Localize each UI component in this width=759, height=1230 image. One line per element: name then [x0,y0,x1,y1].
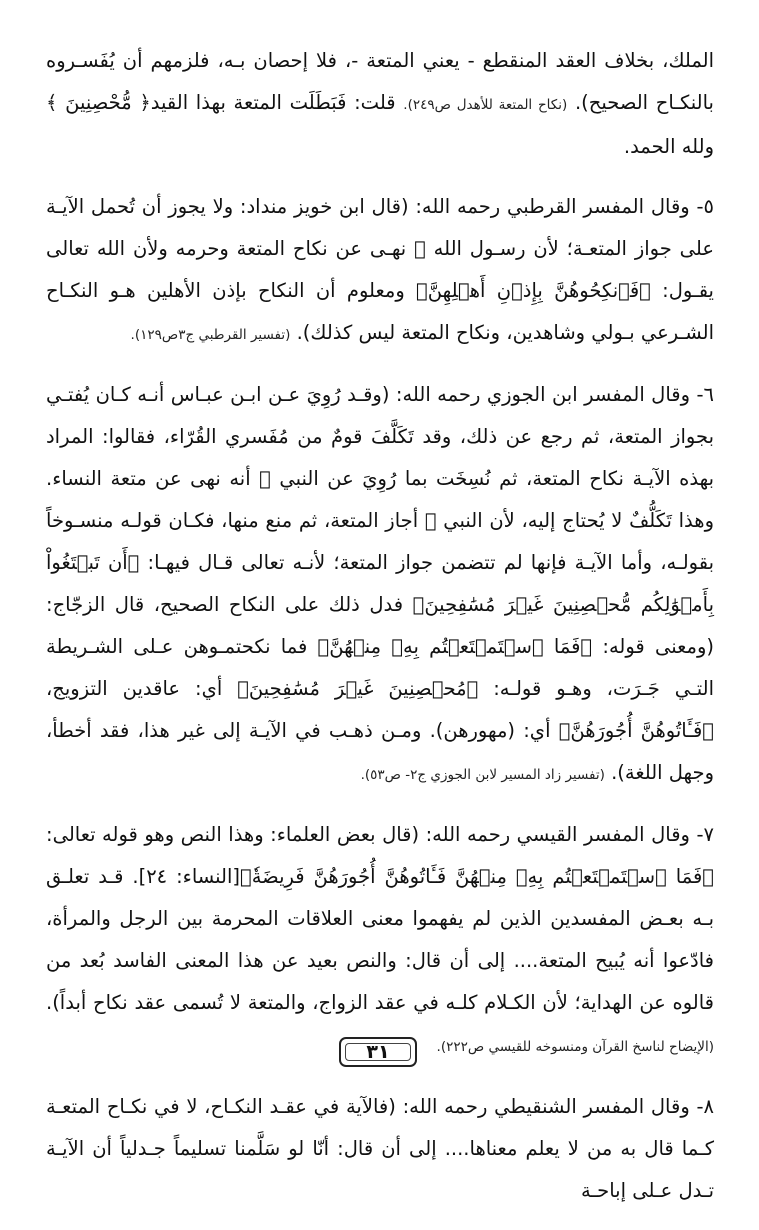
paragraph-3-source: (تفسير زاد المسير لابن الجوزي ج٢- ص٥٣). [360,767,605,783]
page-number: ٣١ [366,1041,390,1063]
page-number-box [339,1037,417,1067]
paragraph-2-source: (تفسير القرطبي ج٣ص١٢٩). [130,327,291,343]
paragraph-1-source: (نكاح المتعة للأهدل ص٢٤٩). [403,97,568,113]
paragraph-1 [46,40,714,168]
paragraph-3 [46,374,714,796]
paragraph-4-text: ٧- وقال المفسر القيسي رحمه الله: (قال بعض العلماء: وهذا النص وهو قوله تعالى: ﴿فَمَا ٱسۡتَمۡتَعۡتُم بِهِۦ مِنۡهُنَّ فَـَٔاتُوهُنَّ أُجُورَهُنَّ فَرِيضَةٗ﴾[النساء: ٢٤]. قـد تعلـق بـه بعـض المفسدين الذين لم يفهموا معنى العلاقات المحرمة بين الرجل والمرأة، فادّعوا أنه يُبيح المتعة.... إلى أن قال: والنص بعيد عن هذا المعنى الفاسد بُعد من قالوه عن الهداية؛ لأن الكـلام كلـه في عقد الزواج، والمتعة لا تُسمى عقد نكاح أبداً). [46,823,714,1014]
paragraph-4 [46,814,714,1068]
paragraph-5 [46,1086,714,1212]
paragraph-5-text: ٨- وقال المفسر الشنقيطي رحمه الله: (فالآية في عقـد النكـاح، لا في نكـاح المتعـة كـما قال به من لا يعلم معناها.... إلى أن قال: أنّا لو سَلَّمنا تسليماً جـدلياً أن الآيـة تـدل عـلى إباحـة [46,1095,714,1202]
paragraph-2-text: ٥- وقال المفسر القرطبي رحمه الله: (قال ابن خويز منداد: ولا يجوز أن تُحمل الآيـة على جواز المتعـة؛ لأن رسـول الله ﷺ نهـى عن نكاح المتعة وحرمه ولأن الله تعالى يقـول: ﴿فَٱنكِحُوهُنَّ بِإِذۡنِ أَهۡلِهِنَّ﴾ ومعلوم أن النكاح بإذن الأهلين هـو النكـاح الشـرعي بـولي وشاهدين، ونكاح المتعة ليس كذلك). [46,195,714,344]
paragraph-2 [46,186,714,356]
paragraph-1-text: الملك، بخلاف العقد المنقطع - يعني المتعة -، فلا إحصان بـه، فلزمهم أن يُفَسـروه بالنكـاح الصحيح). [46,49,714,114]
paragraph-3-text: ٦- وقال المفسر ابن الجوزي رحمه الله: (وقـد رُوِيَ عـن ابـن عبـاس أنـه كـان يُفتـي بجواز المتعة، ثم رجع عن ذلك، وقد تَكَلَّفَ قومٌ من مُفَسري القُرّاء، فقالوا: المراد بهذه الآيـة نكاح المتعة، ثم نُسِخَت بما رُوِيَ عن النبي ﷺ أنه نهى عن متعة النساء. وهذا تَكَلُّفٌ لا يُحتاج إليه، لأن النبي ﷺ أجاز المتعة، ثم منع منها، فكـان قولـه منسـوخاً بقولـه، وأما الآيـة فإنها لم تتضمن جواز المتعة؛ لأنـه تعالى قـال فيهـا: ﴿أَن تَبۡتَغُواْ بِأَمۡوَٰلِكُم مُّحۡصِنِينَ غَيۡرَ مُسَٰفِحِينَ﴾ فدل ذلك على النكاح الصحيح، قال الزجّاج: (ومعنى قوله: ﴿فَمَا ٱسۡتَمۡتَعۡتُم بِهِۦ مِنۡهُنَّ﴾ فما نكحتمـوهن عـلى الشـريطة التـي جَـرَت، وهـو قولـه: ﴿مُحۡصِنِينَ غَيۡرَ مُسَٰفِحِينَ﴾ أي: عاقدين التزويج، ﴿فَـَٔاتُوهُنَّ أُجُورَهُنَّ﴾ أي: (مهورهن). ومـن ذهـب في الآيـة إلى غير هذا، فقد أخطأ، وجهل اللغة). [46,383,714,784]
paragraph-1-tail: قلت: فَبَطَلَت المتعة بهذا القيد﴿ مُّحْصِنِينَ ﴾ ولله الحمد. [46,91,714,158]
paragraph-4-source: (الإيضاح لناسخ القرآن ومنسوخه للقيسي ص٢٢٢). [436,1039,714,1055]
